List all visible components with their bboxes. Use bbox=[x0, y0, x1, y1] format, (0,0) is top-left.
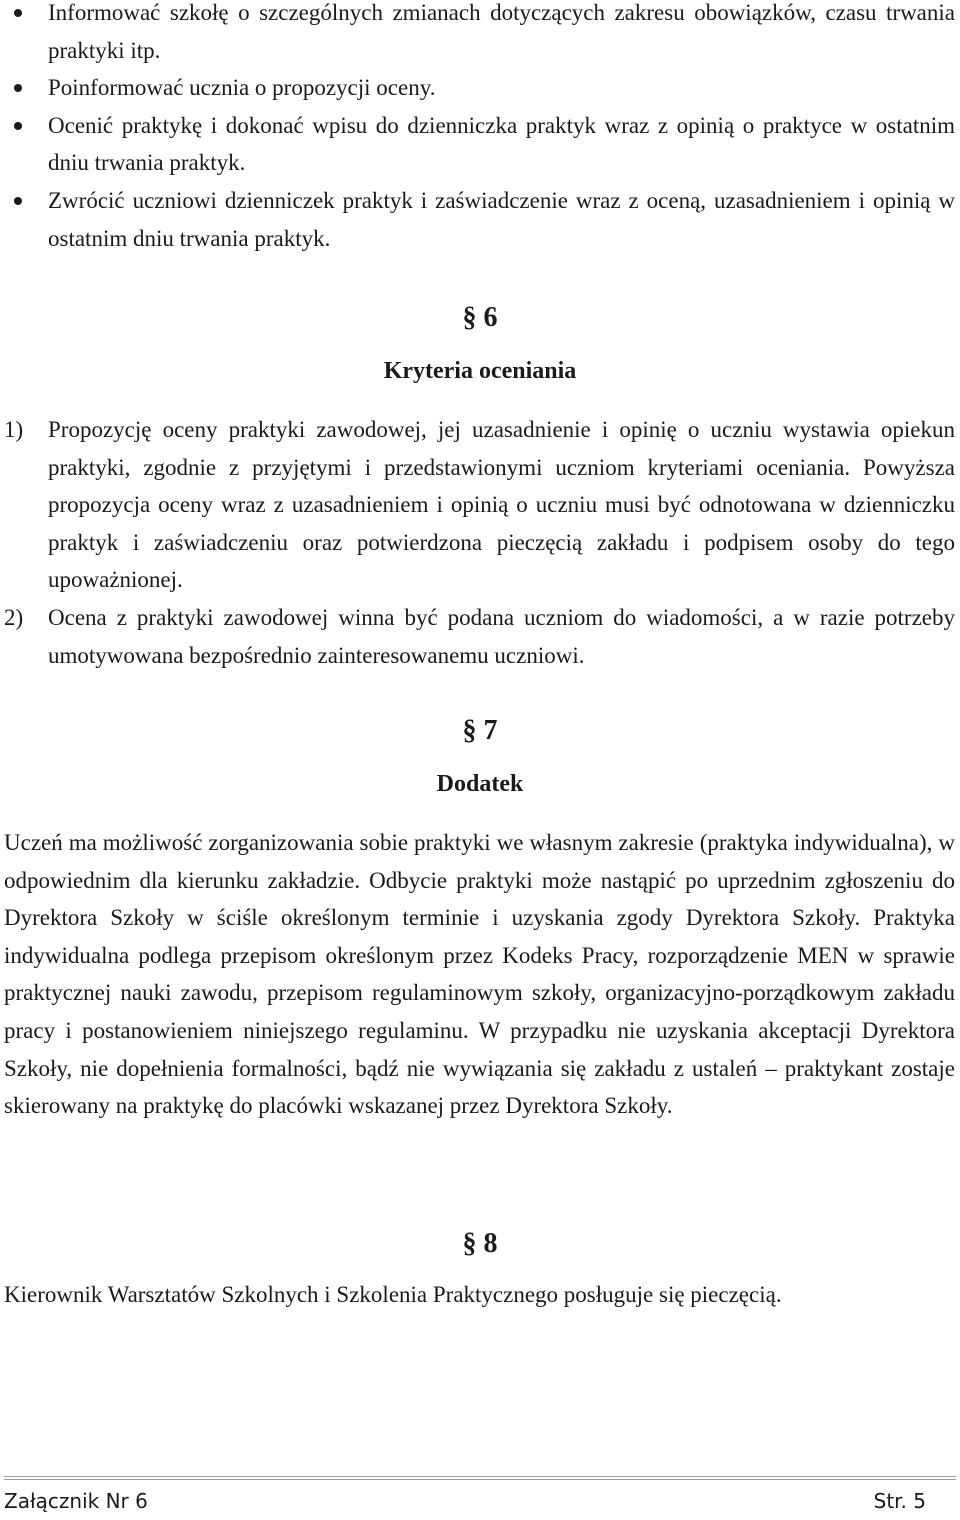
duties-bullet-list bbox=[0, 0, 955, 257]
bullet-icon bbox=[14, 197, 22, 205]
section-7-title: Dodatek bbox=[436, 771, 524, 797]
list-item-text: Ocenić praktykę i dokonać wpisu do dzienniczka praktyk wraz z opinią o praktyce w ostatnim dniu trwania praktyk. bbox=[48, 112, 955, 176]
bullet-icon bbox=[14, 9, 22, 17]
section-8-number: § 8 bbox=[462, 1228, 498, 1259]
section-6-title: Kryteria oceniania bbox=[383, 358, 577, 384]
bullet-icon bbox=[14, 122, 22, 130]
list-item-number: 2) bbox=[4, 604, 24, 630]
footer-divider bbox=[4, 1479, 956, 1480]
list-item-text: Ocena z praktyki zawodowej winna być podana uczniom do wiadomości, a w razie potrzeby umotywowana bezpośrednio zainteresowanemu uczniowi. bbox=[48, 604, 955, 668]
footer-divider bbox=[4, 1476, 956, 1477]
list-item bbox=[0, 182, 955, 257]
footer-attachment-label: Załącznik Nr 6 bbox=[4, 1489, 148, 1513]
list-item bbox=[0, 0, 955, 69]
list-item-text: Propozycję oceny praktyki zawodowej, jej uzasadnienie i opinię o uczniu wystawia opiekun praktyki, zgodnie z przyjętymi i przedstawionymi uczniom kryteriami oceniania. Powyższa propozycja oceny wraz z uzasadnieniem i opinią o uczniu musi być odnotowana w dzienniczku praktyk i zaświadczeniu oraz potwierdzona pieczęcią zakładu i podpisem osoby do tego upoważnionej. bbox=[48, 417, 955, 593]
list-item-text: Zwrócić uczniowi dzienniczek praktyk i zaświadczenie wraz z oceną, uzasadnieniem i opinią w ostatnim dniu trwania praktyk. bbox=[48, 187, 955, 251]
section-8-paragraph: Kierownik Warsztatów Szkolnych i Szkolenia Praktycznego posługuje się pieczęcią. bbox=[4, 1282, 782, 1307]
criteria-numbered-list bbox=[0, 411, 955, 674]
list-item bbox=[0, 599, 955, 674]
section-7-paragraph: Uczeń ma możliwość zorganizowania sobie praktyki we własnym zakresie (praktyka indywidualna), w odpowiednim dla kierunku zakładzie. Odbycie praktyki może nastąpić po uprzednim zgłoszeniu do Dyrektora Szkoły w ściśle określonym terminie i uzyskania zgody Dyrektora Szkoły. Praktyka indywidualna podlega przepisom określonym przez Kodeks Pracy, rozporządzenie MEN w sprawie praktycznej nauki zawodu, przepisom regulaminowym szkoły, organizacyjno-porządkowym zakładu pracy i postanowieniem niniejszego regulaminu. W przypadku nie uzyskania akceptacji Dyrektora Szkoły, nie dopełnienia formalności, bądź nie wywiązania się zakładu z ustaleń – praktykant zostaje skierowany na praktykę do placówki wskazanej przez Dyrektora Szkoły. bbox=[4, 830, 955, 1119]
list-item-number: 1) bbox=[4, 417, 24, 442]
section-7-number: § 7 bbox=[462, 715, 498, 746]
list-item bbox=[0, 411, 955, 599]
list-item bbox=[0, 69, 955, 107]
list-item bbox=[0, 107, 955, 182]
list-item-text: Informować szkołę o szczególnych zmianach dotyczących zakresu obowiązków, czasu trwania praktyki itp. bbox=[48, 0, 955, 63]
list-item-text: Poinformować ucznia o propozycji oceny. bbox=[48, 75, 436, 101]
bullet-icon bbox=[14, 84, 22, 92]
footer-page-number: Str. 5 bbox=[873, 1489, 926, 1513]
section-6-number: § 6 bbox=[462, 302, 498, 333]
